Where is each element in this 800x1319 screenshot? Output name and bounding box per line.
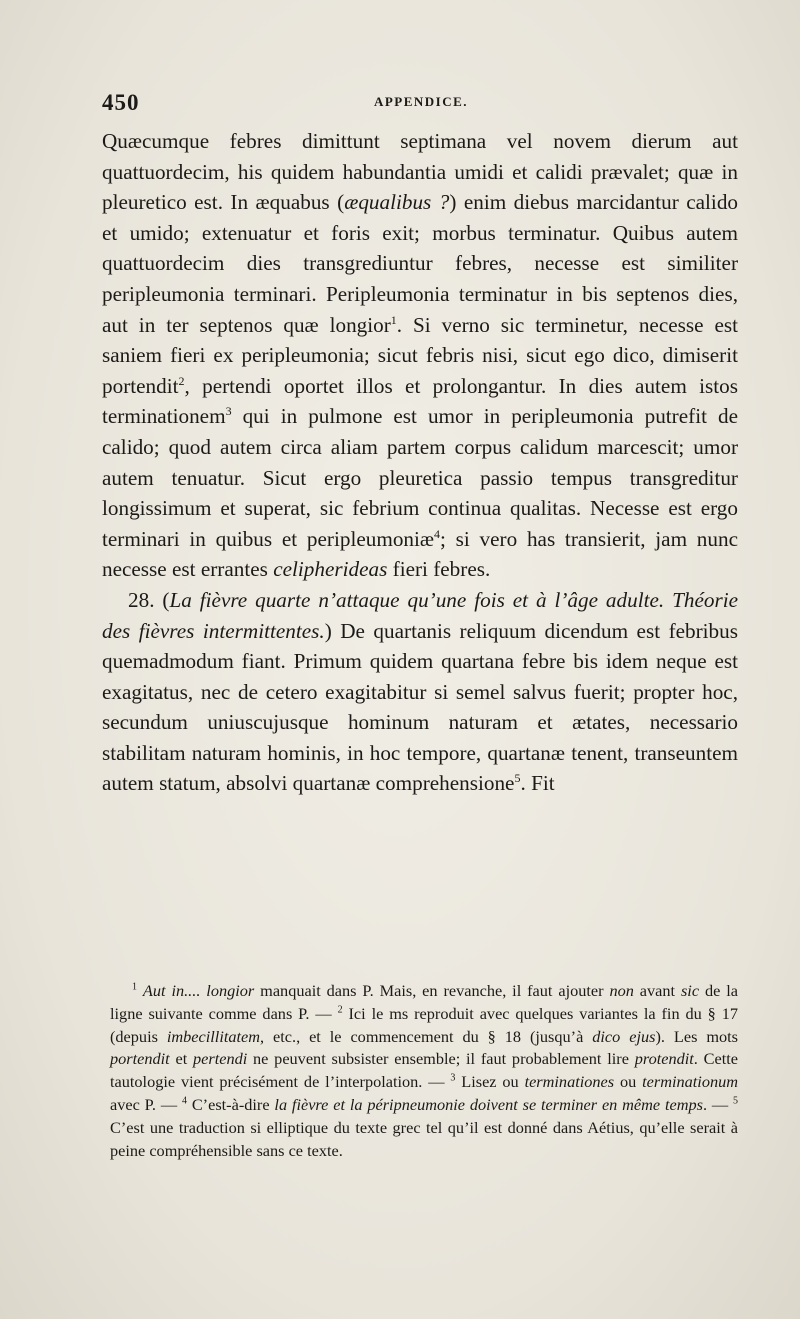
text-run: avant [633, 981, 681, 1000]
text-run: Quæcumque febres dimittunt septimana vel novem dierum aut quattuordecim, his quidem habundantia umidi et calidi prævalet; quæ in pleuretico est. In æquabus ( [102, 129, 738, 215]
page-header [102, 90, 740, 118]
section-number: 28. [128, 587, 163, 612]
text-run: , pertendi oportet illos et prolongantur. In dies autem istos terminationem [102, 373, 738, 429]
italic-run: æqualibus ? [344, 190, 450, 215]
section-heading-italic: La fièvre quarte n’attaque qu’une fois et à l’âge adulte. Théorie des fièvres intermittentes. [102, 587, 739, 643]
text-run: qui in pulmone est umor in peripleumonia putrefit de calido; quod autem circa aliam partem corpus calidum marcescit; umor autem tenuatur. Sicut ergo pleuretica passio tempus transgreditur longissimum et superat, sic febrium continua qualitas. Necesse est ergo terminari in quibus et peripleumoniæ [102, 404, 738, 551]
text-run: Lisez ou [455, 1072, 525, 1092]
text-run: de la ligne suivante comme dans P. — [110, 981, 738, 1023]
footnote-ref-4: 4 [434, 526, 441, 541]
footnotes [110, 980, 738, 1162]
italic-run: pertendi [193, 1049, 248, 1069]
text-run: ). Les mots [655, 1026, 739, 1046]
text-run: C’est une traduction si elliptique du texte grec tel qu’il est donné dans Aétius, qu’elle serait à peine compréhensible sans ce texte. [110, 1117, 738, 1160]
page-number: 450 [102, 90, 140, 115]
text-run: avec P. — [110, 1094, 182, 1114]
footnote-block [110, 980, 738, 1162]
footnote-marker-1: 1 [132, 981, 137, 993]
italic-run: la fièvre et la péripneumonie doivent se terminer en même temps [274, 1094, 703, 1114]
italic-run: terminationum [642, 1072, 739, 1092]
footnote-ref-1: 1 [390, 312, 397, 327]
text-run: , etc., et le commencement du § 18 (jusqu’à [260, 1026, 593, 1046]
footnote-marker-4: 4 [181, 1095, 187, 1107]
text-run: ) enim diebus marcidantur calido et umido; extenuatur et foris exit; morbus terminatur. Quibus autem quattuordecim dies transgrediuntur febres, necesse est similiter peripleumonia terminari. Peripleumonia terminatur in bis septenos dies, aut in ter septenos quæ longior [102, 190, 739, 337]
italic-run: imbecillitatem [166, 1026, 261, 1046]
italic-run: sic [680, 981, 700, 1000]
text-run: ; si vero has transierit, jam nunc necesse est errantes [102, 526, 738, 582]
text-run: . Si verno sic terminetur, necesse est saniem fieri ex peripleumonia; sicut febris nisi, sicut ego dico, dimiserit portendit [102, 312, 738, 398]
text-run: . Cette tautologie vient précisément de l’interpolation. — [110, 1049, 738, 1092]
text-run: . — [702, 1094, 734, 1114]
paragraph-continued [102, 126, 738, 585]
footnote-marker-3: 3 [450, 1072, 456, 1084]
main-text [102, 126, 738, 799]
text-run: et [169, 1049, 193, 1069]
text-run: fieri febres. [387, 557, 491, 582]
running-head: APPENDICE. [373, 94, 469, 109]
text-run: ou [614, 1072, 643, 1092]
italic-run: terminationes [524, 1072, 615, 1092]
footnote-ref-3: 3 [225, 404, 232, 419]
text-run: Ici le ms reproduit avec quelques variantes la fin du § 17 (depuis [110, 1003, 738, 1046]
italic-run: celipherideas [273, 557, 388, 582]
text-run: ne peuvent subsister ensemble; il faut probablement lire [247, 1049, 635, 1069]
italic-run: Aut in.... longior [142, 981, 255, 1000]
footnote-ref-5: 5 [514, 771, 521, 786]
text-run: ) De quartanis reliquum dicendum est febribus quemadmodum fiant. Primum quidem quartana febre bis idem neque est exagitatus, nec de cetero exagitabitur si semel salvus fuerit; propter hoc, secundum uniuscujusque hominum naturam et ætates, necessario stabilitam naturam hominis, in hoc tempore, quartanæ tenent, transeuntem autem statum, absolvi quartanæ comprehensione [102, 618, 738, 796]
footnote-marker-2: 2 [337, 1004, 343, 1016]
italic-run: protendit [634, 1049, 694, 1069]
text-run: ( [162, 587, 170, 612]
italic-run: portendit [110, 1049, 170, 1069]
footnote-marker-5: 5 [733, 1095, 739, 1107]
italic-run: dico ejus [592, 1026, 656, 1046]
italic-run: non [609, 981, 634, 1000]
text-run: manquait dans P. Mais, en revanche, il faut ajouter [254, 981, 610, 1000]
text-run: . Fit [520, 771, 555, 796]
footnote-ref-2: 2 [178, 373, 185, 388]
paragraph-28 [102, 585, 738, 799]
text-run: C’est-à-dire [186, 1094, 275, 1114]
